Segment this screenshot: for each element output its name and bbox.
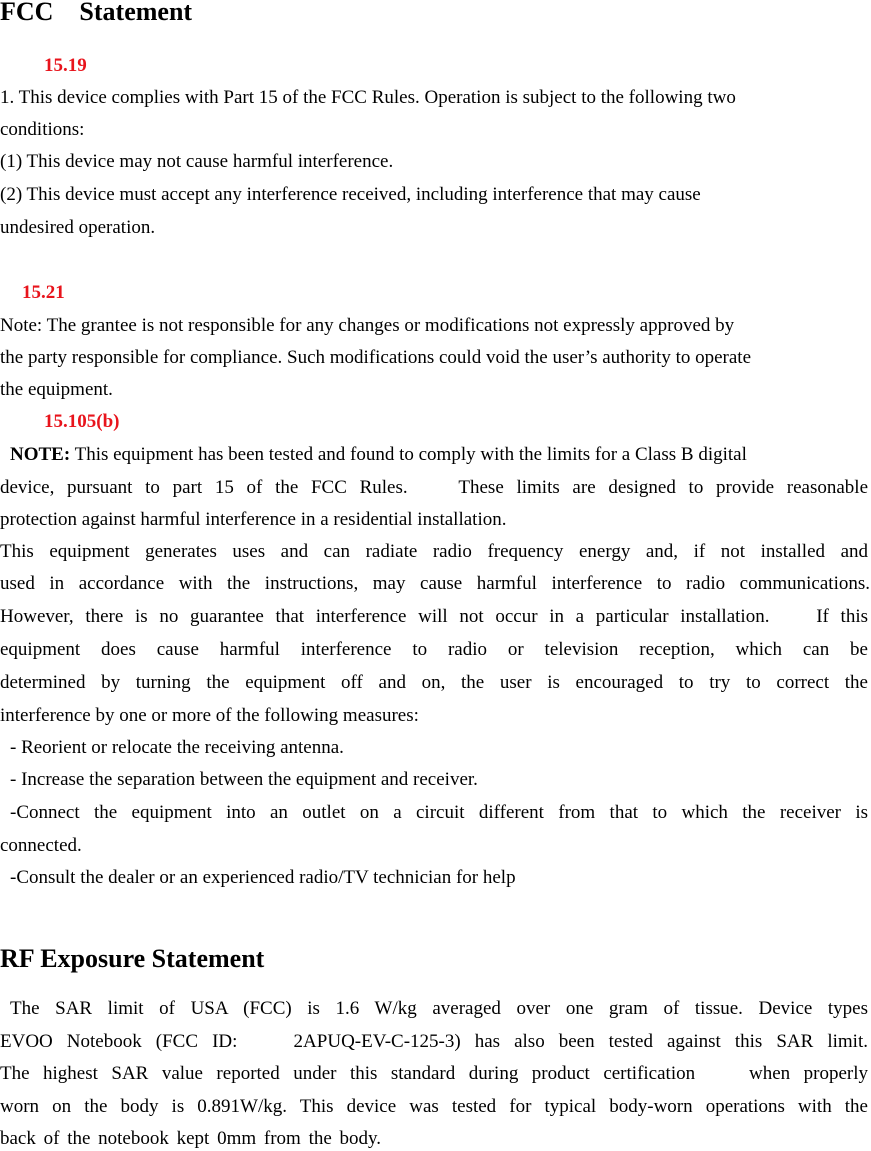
fcc-statement-heading: FCC Statement: [0, 0, 193, 26]
rf-exposure-line-1: The SAR limit of USA (FCC) is 1.6 W/kg averaged over one gram of tissue. Device types: [10, 998, 868, 1019]
section-15-105b-line-9: interference by one or more of the following measures:: [0, 705, 419, 726]
rf-exposure-line-4: worn on the body is 0.891W/kg. This device was tested for typical body-worn operations with the: [0, 1096, 868, 1117]
rf-exposure-line-3: The highest SAR value reported under this standard during product certification when properly: [0, 1063, 868, 1084]
section-15-19-line-4: (2) This device must accept any interference received, including interference that may cause: [0, 184, 701, 205]
section-15-19-line-3: (1) This device may not cause harmful interference.: [0, 151, 394, 172]
measure-connect-outlet-cont: connected.: [0, 835, 82, 856]
section-15-105b-line-5: used in accordance with the instructions, may cause harmful interference to radio communications.: [0, 573, 870, 594]
section-15-21-label: 15.21: [22, 282, 65, 303]
section-15-21-line-1: Note: The grantee is not responsible for any changes or modifications not expressly approved by: [0, 315, 735, 336]
note-text: This equipment has been tested and found to comply with the limits for a Class B digital: [70, 444, 747, 465]
section-15-105b-line-7: equipment does cause harmful interference to radio or television reception, which can be: [0, 639, 868, 660]
section-15-19-line-5: undesired operation.: [0, 217, 156, 238]
section-15-105b-line-8: determined by turning the equipment off and on, the user is encouraged to try to correct the: [0, 672, 868, 693]
rf-exposure-line-5: back of the notebook kept 0mm from the body.: [0, 1128, 382, 1149]
note-label: NOTE:: [10, 444, 71, 465]
section-15-21-line-3: the equipment.: [0, 379, 113, 400]
measure-reorient: - Reorient or relocate the receiving antenna.: [10, 737, 344, 758]
section-15-19-line-2: conditions:: [0, 119, 85, 140]
section-15-105b-line-3: protection against harmful interference in a residential installation.: [0, 509, 507, 530]
section-15-105b-line-4: This equipment generates uses and can radiate radio frequency energy and, if not installed and: [0, 541, 868, 562]
section-15-105b-label: 15.105(b): [44, 411, 120, 432]
rf-exposure-line-2: EVOO Notebook (FCC ID: 2APUQ-EV-C-125-3) has also been tested against this SAR limit.: [0, 1031, 868, 1052]
measure-consult-dealer: -Consult the dealer or an experienced radio/TV technician for help: [10, 867, 516, 888]
section-15-105b-line-1: [10, 443, 747, 467]
rf-exposure-heading: RF Exposure Statement: [0, 944, 265, 973]
section-15-19-label: 15.19: [44, 55, 87, 76]
measure-connect-outlet: -Connect the equipment into an outlet on a circuit different from that to which the receiver is: [10, 802, 868, 823]
measure-increase-separation: - Increase the separation between the equipment and receiver.: [10, 769, 478, 790]
section-15-21-line-2: the party responsible for compliance. Such modifications could void the user’s authority to operate: [0, 347, 752, 368]
section-15-105b-line-6: However, there is no guarantee that interference will not occur in a particular installation. If this: [0, 606, 868, 627]
section-15-19-line-1: 1. This device complies with Part 15 of the FCC Rules. Operation is subject to the following two: [0, 87, 736, 108]
section-15-105b-line-2: device, pursuant to part 15 of the FCC Rules. These limits are designed to provide reasonable: [0, 477, 868, 498]
